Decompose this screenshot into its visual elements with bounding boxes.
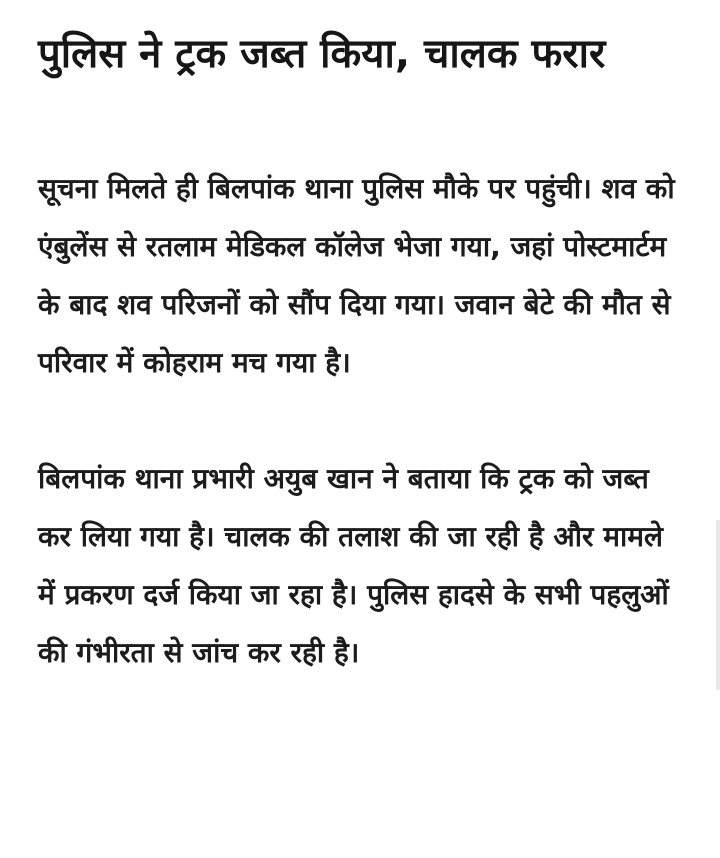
article-body: [38, 18, 688, 682]
scroll-edge-indicator: [716, 520, 720, 690]
article-paragraph-2: बिलपांक थाना प्रभारी अयुब खान ने बताया कि ट्रक को जब्त कर लिया गया है। चालक की तलाश की जा रही है और मामले में प्रकरण दर्ज किया जा रहा है। पुलिस हादसे के सभी पहलुओं की गंभीरता से जांच कर रही है।: [38, 462, 669, 669]
article-headline: पुलिस ने ट्रक जब्त किया, चालक फरार: [38, 31, 606, 77]
article-paragraph-1: सूचना मिलते ही बिलपांक थाना पुलिस मौके पर पहुंची। शव को एंबुलेंस से रतलाम मेडिकल कॉलेज भेजा गया, जहां पोस्टमार्टम के बाद शव परिजनों को सौंप दिया गया। जवान बेटे की मौत से परिवार में कोहराम मच गया है।: [38, 172, 675, 379]
